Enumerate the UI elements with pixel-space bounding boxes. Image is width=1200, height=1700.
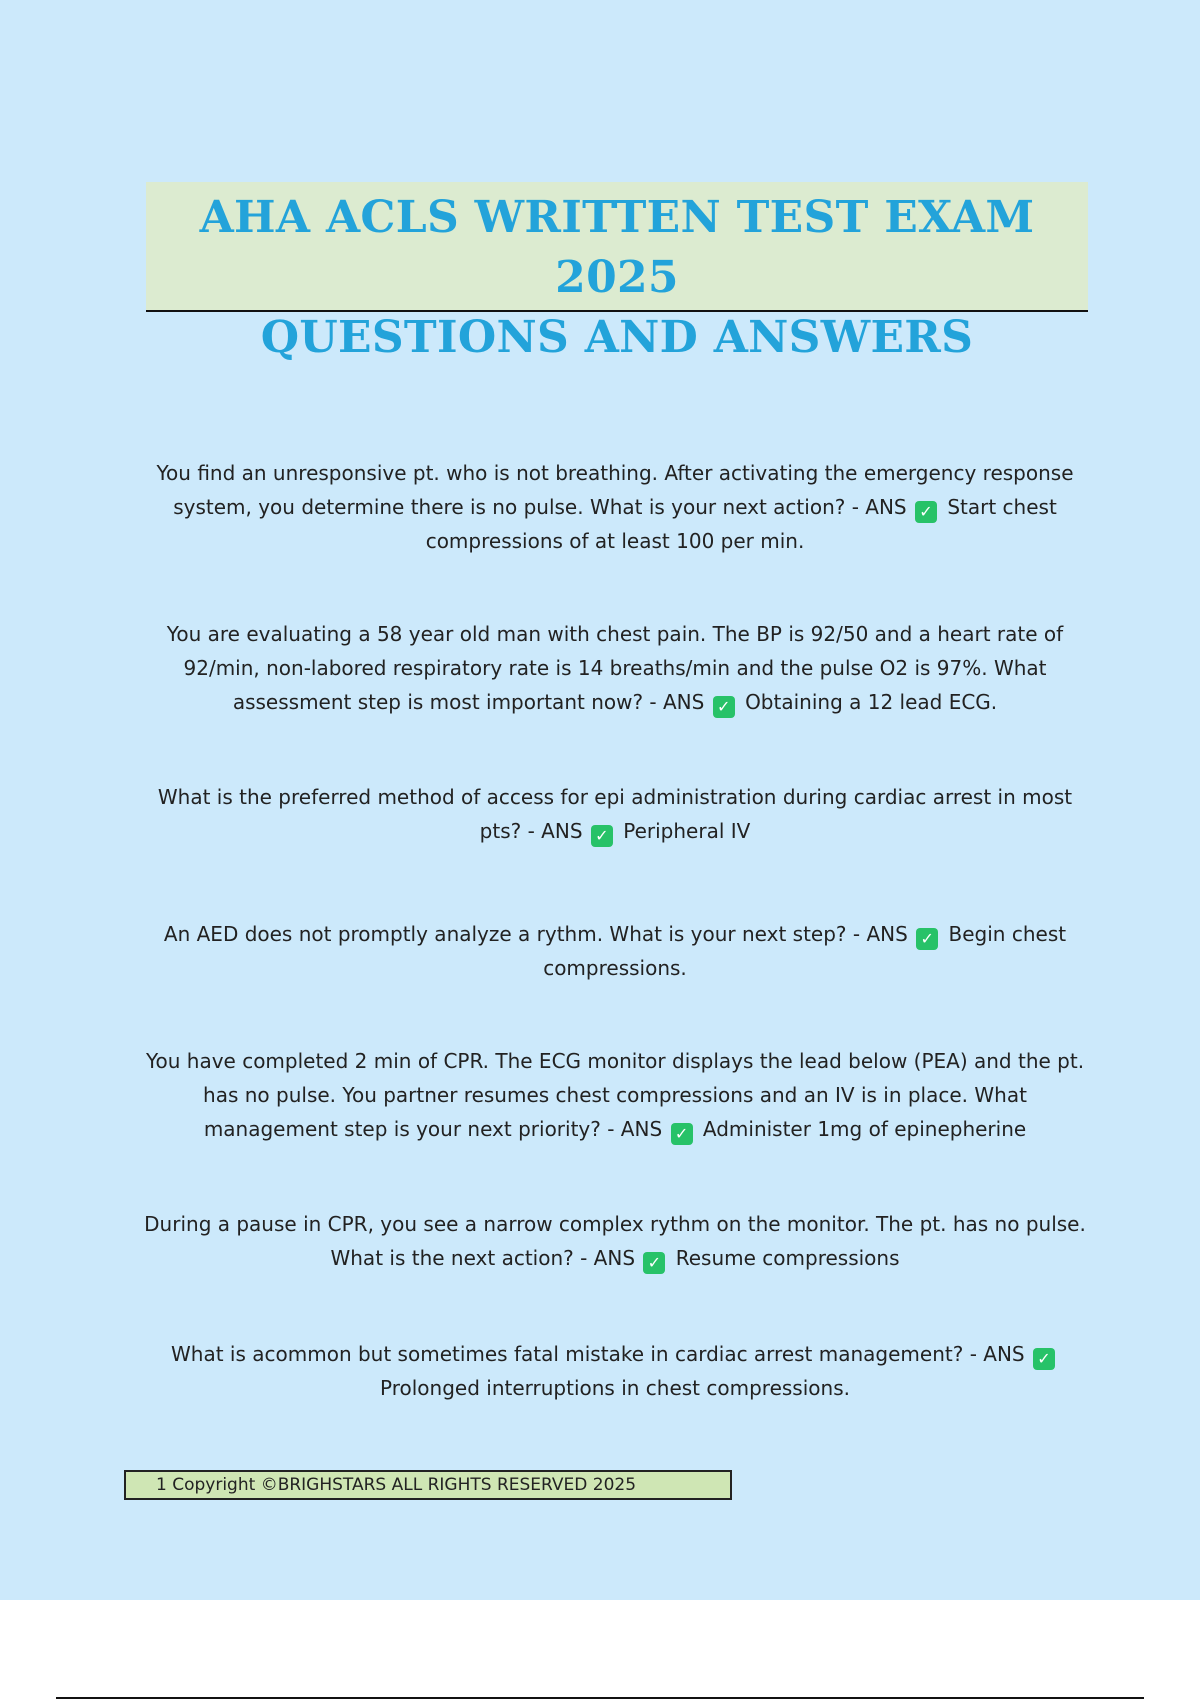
qa-item-4 <box>140 917 1090 985</box>
answer-text: Peripheral IV <box>623 819 751 843</box>
qa-item-7 <box>140 1337 1090 1405</box>
question-text: You find an unresponsive pt. who is not breathing. After activating the emergency response system, you determine there is no pulse. What is your next action? - ANS <box>156 461 1074 519</box>
answer-text: Obtaining a 12 lead ECG. <box>745 690 998 714</box>
question-text: During a pause in CPR, you see a narrow complex rythm on the monitor. The pt. has no pulse. What is the next action? - ANS <box>144 1212 1086 1270</box>
check-mark-icon: ✓ <box>671 1123 693 1145</box>
question-text: An AED does not promptly analyze a rythm. What is your next step? - ANS <box>163 922 908 946</box>
title-banner <box>146 182 1088 363</box>
check-mark-icon: ✓ <box>713 696 735 718</box>
page-title-line-2: QUESTIONS AND ANSWERS <box>260 312 974 363</box>
check-mark-icon: ✓ <box>1033 1348 1055 1370</box>
check-mark-icon: ✓ <box>643 1252 665 1274</box>
qa-item-5 <box>140 1044 1090 1146</box>
check-mark-icon: ✓ <box>591 825 613 847</box>
page-title-line-1: AHA ACLS WRITTEN TEST EXAM 2025 <box>199 192 1035 303</box>
answer-text: Resume compressions <box>675 1246 900 1270</box>
answer-text: Prolonged interruptions in chest compressions. <box>380 1376 850 1400</box>
bottom-divider <box>56 1697 1144 1699</box>
question-text: You are evaluating a 58 year old man with chest pain. The BP is 92/50 and a heart rate of 92/min, non-labored respiratory rate is 14 breaths/min and the pulse O2 is 97%. What assessment step is most important now? - ANS <box>166 622 1064 714</box>
answer-text: Begin chest compressions. <box>543 922 1067 980</box>
question-text: What is the preferred method of access for epi administration during cardiac arrest in most pts? - ANS <box>157 785 1073 843</box>
answer-text: Start chest compressions of at least 100 per min. <box>425 495 1057 553</box>
qa-item-1 <box>140 456 1090 558</box>
question-text: What is acommon but sometimes fatal mistake in cardiac arrest management? - ANS <box>171 1342 1025 1366</box>
qa-item-3 <box>140 780 1090 848</box>
copyright-footer: 1 Copyright ©BRIGHSTARS ALL RIGHTS RESERVED 2025 <box>124 1470 732 1500</box>
question-text: You have completed 2 min of CPR. The ECG monitor displays the lead below (PEA) and the pt. has no pulse. You partner resumes chest compressions and an IV is in place. What management step is your next priority? - ANS <box>145 1049 1085 1141</box>
check-mark-icon: ✓ <box>916 928 938 950</box>
qa-item-6 <box>140 1207 1090 1275</box>
check-mark-icon: ✓ <box>915 501 937 523</box>
qa-item-2 <box>140 617 1090 719</box>
answer-text: Administer 1mg of epinepherine <box>702 1117 1027 1141</box>
